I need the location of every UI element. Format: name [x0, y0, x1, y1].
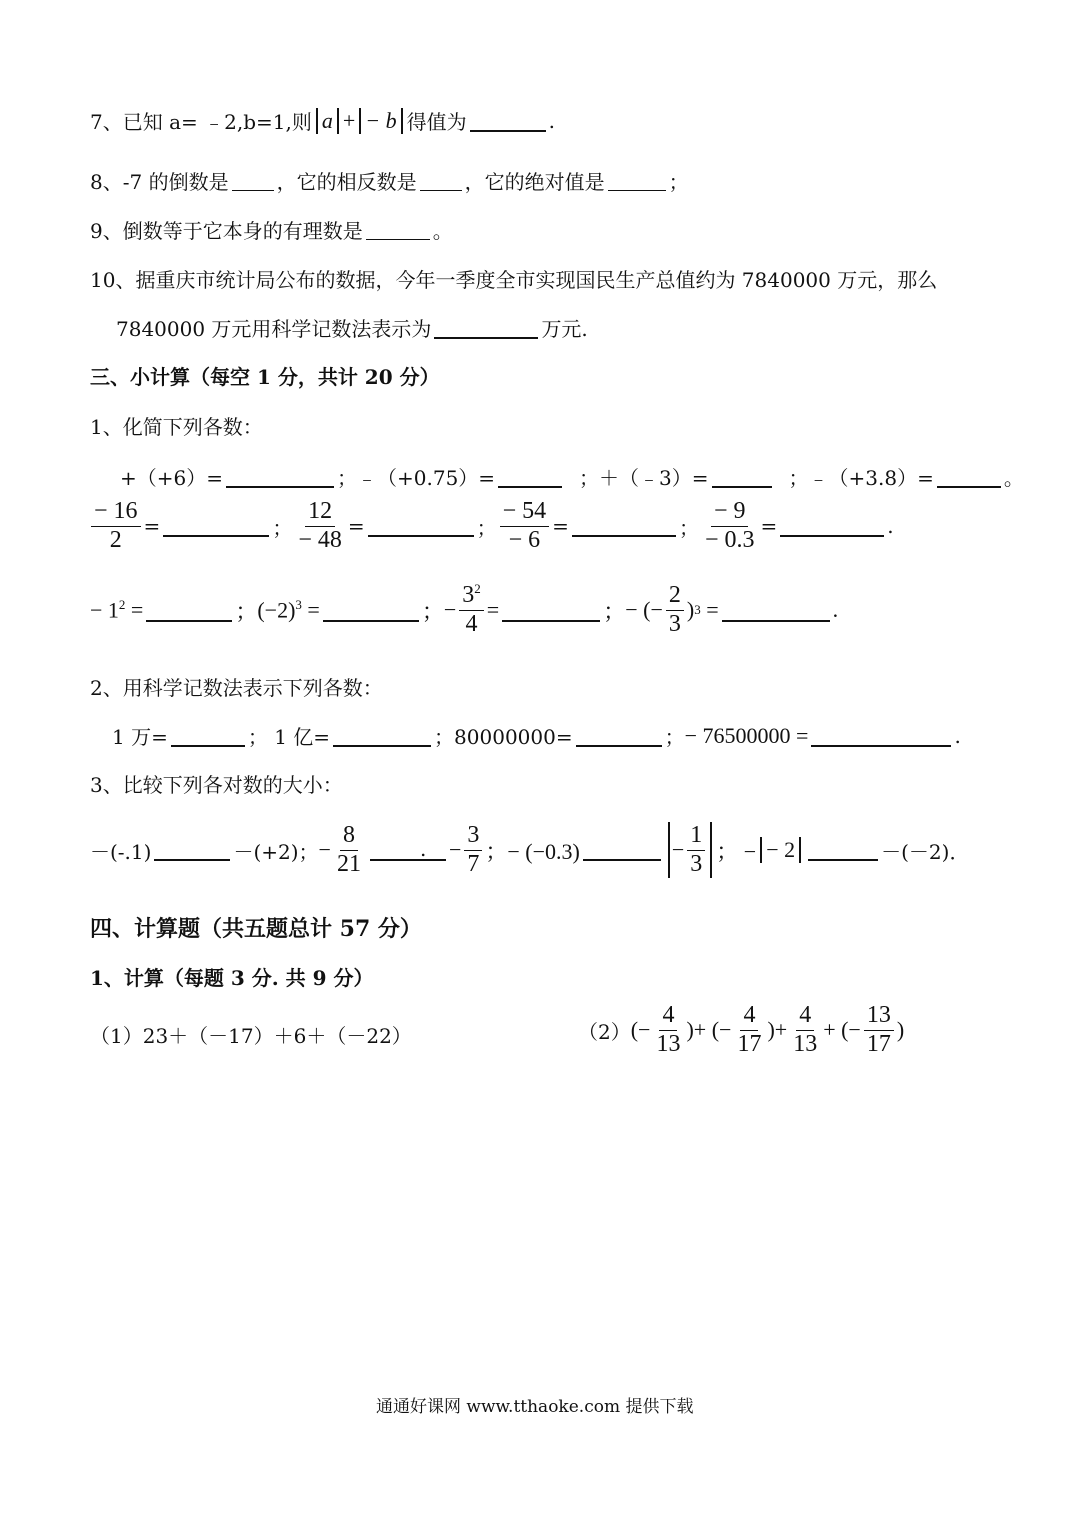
minus-sign: − — [448, 837, 462, 863]
abs-neg-b: − b — [359, 108, 402, 134]
answer-blank[interactable] — [323, 598, 419, 622]
denominator: 13 — [656, 1030, 681, 1057]
term-suffix: ) — [686, 1017, 694, 1043]
part-2-label: （2） — [578, 1019, 631, 1044]
answer-blank[interactable] — [370, 839, 446, 861]
answer-blank[interactable] — [780, 515, 884, 537]
compare-a: －(-.1) — [90, 839, 152, 864]
q8-end: ； — [668, 170, 689, 194]
base: − 1 — [90, 597, 119, 623]
exponent: 2 — [474, 581, 481, 596]
denominator: 7 — [467, 850, 480, 877]
denominator: 3 — [690, 850, 703, 877]
numerator: 2 — [666, 582, 684, 611]
fraction — [864, 1002, 894, 1058]
numerator: 4 — [659, 1002, 677, 1031]
numerator: − 54 — [500, 498, 550, 527]
minus-sign: − — [318, 837, 331, 863]
numerator: 8 — [340, 822, 358, 851]
term-suffix: ) — [896, 1017, 905, 1043]
base: (−2) — [257, 597, 296, 623]
compare-g: ； − — [716, 838, 757, 864]
item-1: 1 万= — [112, 725, 168, 749]
expr-3: ；＋（﹣3）= — [579, 466, 709, 490]
compare-b: －(+2)； — [233, 839, 319, 864]
fraction — [702, 498, 758, 554]
period: . — [548, 108, 555, 133]
item-sep: ； — [664, 725, 685, 749]
fraction — [91, 498, 141, 554]
answer-blank[interactable] — [811, 725, 951, 747]
abs-fraction — [668, 822, 712, 878]
numerator: 4 — [740, 1002, 758, 1031]
numerator: 1 — [687, 822, 705, 851]
section-3-title — [90, 361, 440, 390]
answer-blank[interactable] — [502, 598, 600, 622]
q10-text-1: 10、据重庆市统计局公布的数据，今年一季度全市实现国民生产总值约为 7840000 万元，那么 — [90, 268, 938, 292]
item-2: ； 1 亿= — [247, 725, 331, 749]
denominator: 13 — [793, 1030, 818, 1057]
footer-text: 通通好课网 www.tthaoke.com 提供下载 — [376, 1397, 694, 1417]
denominator: 2 — [109, 526, 122, 553]
term-prefix: + (− — [823, 1017, 861, 1043]
answer-blank[interactable] — [163, 515, 269, 537]
s3-q3-label — [90, 769, 343, 798]
q9-end: 。 — [432, 219, 453, 243]
answer-blank[interactable] — [226, 466, 334, 488]
answer-blank[interactable] — [366, 219, 430, 240]
s3-q1-row-3: − $1^2$ = ； $(-2)^3$ = ； − $\frac{3^2}{4}$ = ； − (− $\frac{2}{3}$ ) 3 = . — [90, 581, 839, 637]
q8-text-2: ，它的相反数是 — [276, 170, 417, 194]
item-4: − 76500000 = — [684, 722, 809, 748]
question-7 — [90, 106, 555, 135]
minus-sign: − — [443, 597, 457, 623]
abs-a: a — [316, 108, 339, 134]
expr-end: 。 — [1003, 466, 1024, 490]
denominator: − 48 — [298, 526, 342, 553]
denominator: 17 — [737, 1030, 762, 1057]
fraction — [790, 1002, 820, 1058]
question-8 — [90, 166, 689, 195]
section-3-title-text: 三、小计算（每空 1 分，共计 20 分） — [90, 365, 440, 389]
answer-blank[interactable] — [470, 110, 546, 132]
answer-blank[interactable] — [712, 466, 772, 488]
answer-blank[interactable] — [608, 170, 666, 191]
section-4-title — [90, 912, 422, 943]
power-b — [257, 597, 302, 623]
plus-sign: + — [342, 107, 356, 133]
fraction — [459, 582, 484, 638]
answer-blank[interactable] — [333, 725, 431, 747]
fraction — [334, 822, 364, 878]
denominator: 3 — [668, 610, 681, 637]
numerator-base: 3 — [462, 582, 475, 608]
numerator: 12 — [305, 498, 335, 527]
answer-blank[interactable] — [572, 515, 676, 537]
term-prefix: + — [774, 1017, 788, 1043]
expr-4: ；﹣（+3.8）= — [788, 466, 934, 490]
compare-h: －(－2)． — [881, 839, 970, 864]
denominator: − 0.3 — [704, 526, 755, 553]
minus-sign: − — [671, 837, 685, 863]
question-9 — [90, 215, 453, 244]
s3-q1-label — [90, 411, 263, 440]
question-10-line-2 — [116, 313, 588, 342]
section-4-title-text: 四、计算题（共五题总计 57 分） — [90, 916, 422, 942]
exponent: 2 — [118, 596, 126, 612]
q8-text-3: ，它的绝对值是 — [464, 170, 605, 194]
numerator — [459, 582, 484, 611]
answer-blank[interactable] — [146, 598, 232, 622]
q7-text: 7、已知 a= ﹣2,b=1,则 — [90, 110, 312, 134]
answer-blank[interactable] — [498, 466, 562, 488]
abs-neg-2 — [760, 837, 801, 863]
answer-blank[interactable] — [368, 515, 474, 537]
answer-blank[interactable] — [434, 317, 538, 339]
fraction — [734, 1002, 764, 1058]
s4-q1-part-1 — [90, 1020, 412, 1049]
abs-value: − 2 — [766, 837, 796, 863]
denominator: 4 — [465, 610, 478, 637]
power-a — [90, 597, 125, 623]
answer-blank[interactable] — [722, 598, 830, 622]
s3-q3-label-text: 3、比较下列各对数的大小： — [90, 773, 343, 797]
q10-text-2: 7840000 万元用科学记数法表示为 — [116, 317, 432, 341]
s3-q1-row-2: $\frac{- 16}{2}$ = ； $\frac{12}{- 48}$ = ； $\frac{- 54}{- 6}$ = ； $\frac{- 9}{- 0.3}$ = . — [88, 498, 894, 554]
answer-blank[interactable] — [171, 725, 245, 747]
fraction — [653, 1002, 683, 1058]
denominator: − 6 — [508, 526, 541, 553]
expr-2: ；﹣（+0.75）= — [337, 466, 496, 490]
compare-e: ；− (−0.3) — [485, 838, 580, 864]
s3-q3-row — [90, 822, 969, 878]
term-suffix: ) — [767, 1017, 775, 1043]
answer-blank[interactable] — [420, 170, 462, 191]
answer-blank[interactable] — [808, 839, 878, 861]
answer-blank[interactable] — [154, 839, 230, 861]
close-paren: ) — [686, 597, 695, 623]
s3-q1-row-1 — [120, 462, 1024, 491]
exponent: 3 — [295, 596, 302, 612]
term-prefix: + (− — [693, 1017, 732, 1043]
dot: . — [419, 837, 427, 862]
fraction — [500, 498, 550, 554]
s3-q2-label — [90, 672, 383, 701]
q10-end: 万元. — [541, 317, 588, 341]
numerator: − 9 — [711, 498, 749, 527]
numerator: 3 — [464, 822, 482, 851]
numerator: 4 — [796, 1002, 814, 1031]
prefix: − (− — [625, 597, 663, 623]
answer-blank[interactable] — [937, 466, 1001, 488]
fraction — [464, 822, 482, 878]
expr-1: +（+6）= — [120, 466, 223, 490]
denominator: 21 — [336, 850, 361, 877]
q7-text-b: 得值为 — [406, 110, 467, 134]
q8-text-1: 8、-7 的倒数是 — [90, 170, 229, 194]
item-3: ；80000000= — [434, 725, 573, 749]
fraction — [687, 822, 705, 878]
s4-q1-title-text: 1、计算（每题 3 分. 共 9 分） — [90, 966, 374, 990]
s4-q1-part-2 — [578, 1002, 904, 1058]
s3-q2-row: 1 万= ； 1 亿= ；80000000= ； − 76500000 = . — [112, 722, 961, 749]
answer-blank[interactable] — [583, 839, 661, 861]
question-10-line-1 — [90, 264, 937, 293]
term-prefix: (− — [630, 1017, 651, 1043]
fraction — [295, 498, 345, 554]
fraction — [666, 582, 684, 638]
denominator: 17 — [866, 1030, 891, 1057]
footer — [376, 1392, 693, 1417]
s4-q1-title — [90, 962, 374, 991]
exponent: 3 — [694, 602, 701, 618]
answer-blank[interactable] — [576, 725, 662, 747]
numerator: − 16 — [91, 498, 141, 527]
s3-q2-label-text: 2、用科学记数法表示下列各数： — [90, 676, 383, 700]
q9-text: 9、倒数等于它本身的有理数是 — [90, 219, 363, 243]
answer-blank[interactable] — [232, 170, 274, 191]
part-1-expr: （1）23＋（－17）＋6＋（－22） — [90, 1024, 412, 1048]
numerator: 13 — [864, 1002, 894, 1031]
s3-q1-label-text: 1、化简下列各数： — [90, 415, 263, 439]
